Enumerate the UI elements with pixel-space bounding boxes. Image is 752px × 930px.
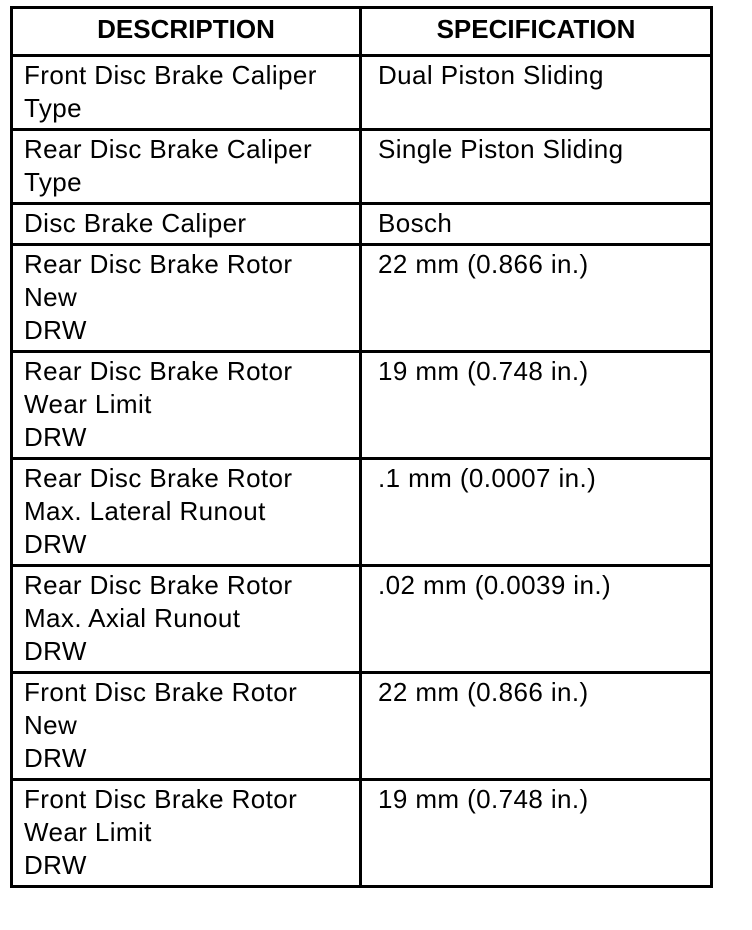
specification-value: 19 mm (0.748 in.) (378, 356, 589, 386)
table-row (12, 566, 712, 673)
specification-cell (361, 780, 712, 887)
specification-value: .02 mm (0.0039 in.) (378, 570, 612, 600)
description-line: Front Disc Brake Rotor (24, 784, 298, 814)
spec-table (10, 6, 713, 888)
description-line: DRW (24, 743, 87, 773)
table-row (12, 130, 712, 204)
description-line: Front Disc Brake Caliper (24, 60, 317, 90)
description-line: Max. Axial Runout (24, 603, 241, 633)
specification-value: 19 mm (0.748 in.) (378, 784, 589, 814)
table-row (12, 673, 712, 780)
table-row (12, 352, 712, 459)
description-cell (12, 459, 361, 566)
description-line: New (24, 282, 78, 312)
table-row (12, 245, 712, 352)
description-cell (12, 56, 361, 130)
description-cell (12, 673, 361, 780)
header-specification: SPECIFICATION (361, 8, 712, 56)
description-line: Wear Limit (24, 389, 152, 419)
description-line: Max. Lateral Runout (24, 496, 266, 526)
table-row (12, 204, 712, 245)
description-cell (12, 204, 361, 245)
description-line: Rear Disc Brake Caliper (24, 134, 313, 164)
specification-value: 22 mm (0.866 in.) (378, 249, 589, 279)
header-description: DESCRIPTION (12, 8, 361, 56)
specification-value: 22 mm (0.866 in.) (378, 677, 589, 707)
table-row (12, 780, 712, 887)
description-cell (12, 352, 361, 459)
header-row (12, 8, 712, 56)
specification-cell (361, 130, 712, 204)
description-line: DRW (24, 315, 87, 345)
specification-cell (361, 673, 712, 780)
description-line: Rear Disc Brake Rotor (24, 356, 293, 386)
description-line: Disc Brake Caliper (24, 208, 247, 238)
description-cell (12, 245, 361, 352)
description-line: Rear Disc Brake Rotor (24, 463, 293, 493)
table-row (12, 459, 712, 566)
description-line: DRW (24, 850, 87, 880)
specification-value: Dual Piston Sliding (378, 60, 604, 90)
specification-value: .1 mm (0.0007 in.) (378, 463, 597, 493)
description-cell (12, 566, 361, 673)
description-line: DRW (24, 422, 87, 452)
description-line: Type (24, 167, 82, 197)
description-line: DRW (24, 529, 87, 559)
description-line: Rear Disc Brake Rotor (24, 249, 293, 279)
specification-cell (361, 459, 712, 566)
description-line: Front Disc Brake Rotor (24, 677, 298, 707)
description-line: DRW (24, 636, 87, 666)
table-row (12, 56, 712, 130)
description-cell (12, 130, 361, 204)
specification-cell (361, 352, 712, 459)
specification-value: Bosch (378, 208, 453, 238)
specification-cell (361, 204, 712, 245)
specification-cell (361, 56, 712, 130)
specification-value: Single Piston Sliding (378, 134, 624, 164)
description-cell (12, 780, 361, 887)
description-line: Wear Limit (24, 817, 152, 847)
description-line: Type (24, 93, 82, 123)
specification-cell (361, 245, 712, 352)
specification-cell (361, 566, 712, 673)
description-line: Rear Disc Brake Rotor (24, 570, 293, 600)
description-line: New (24, 710, 78, 740)
